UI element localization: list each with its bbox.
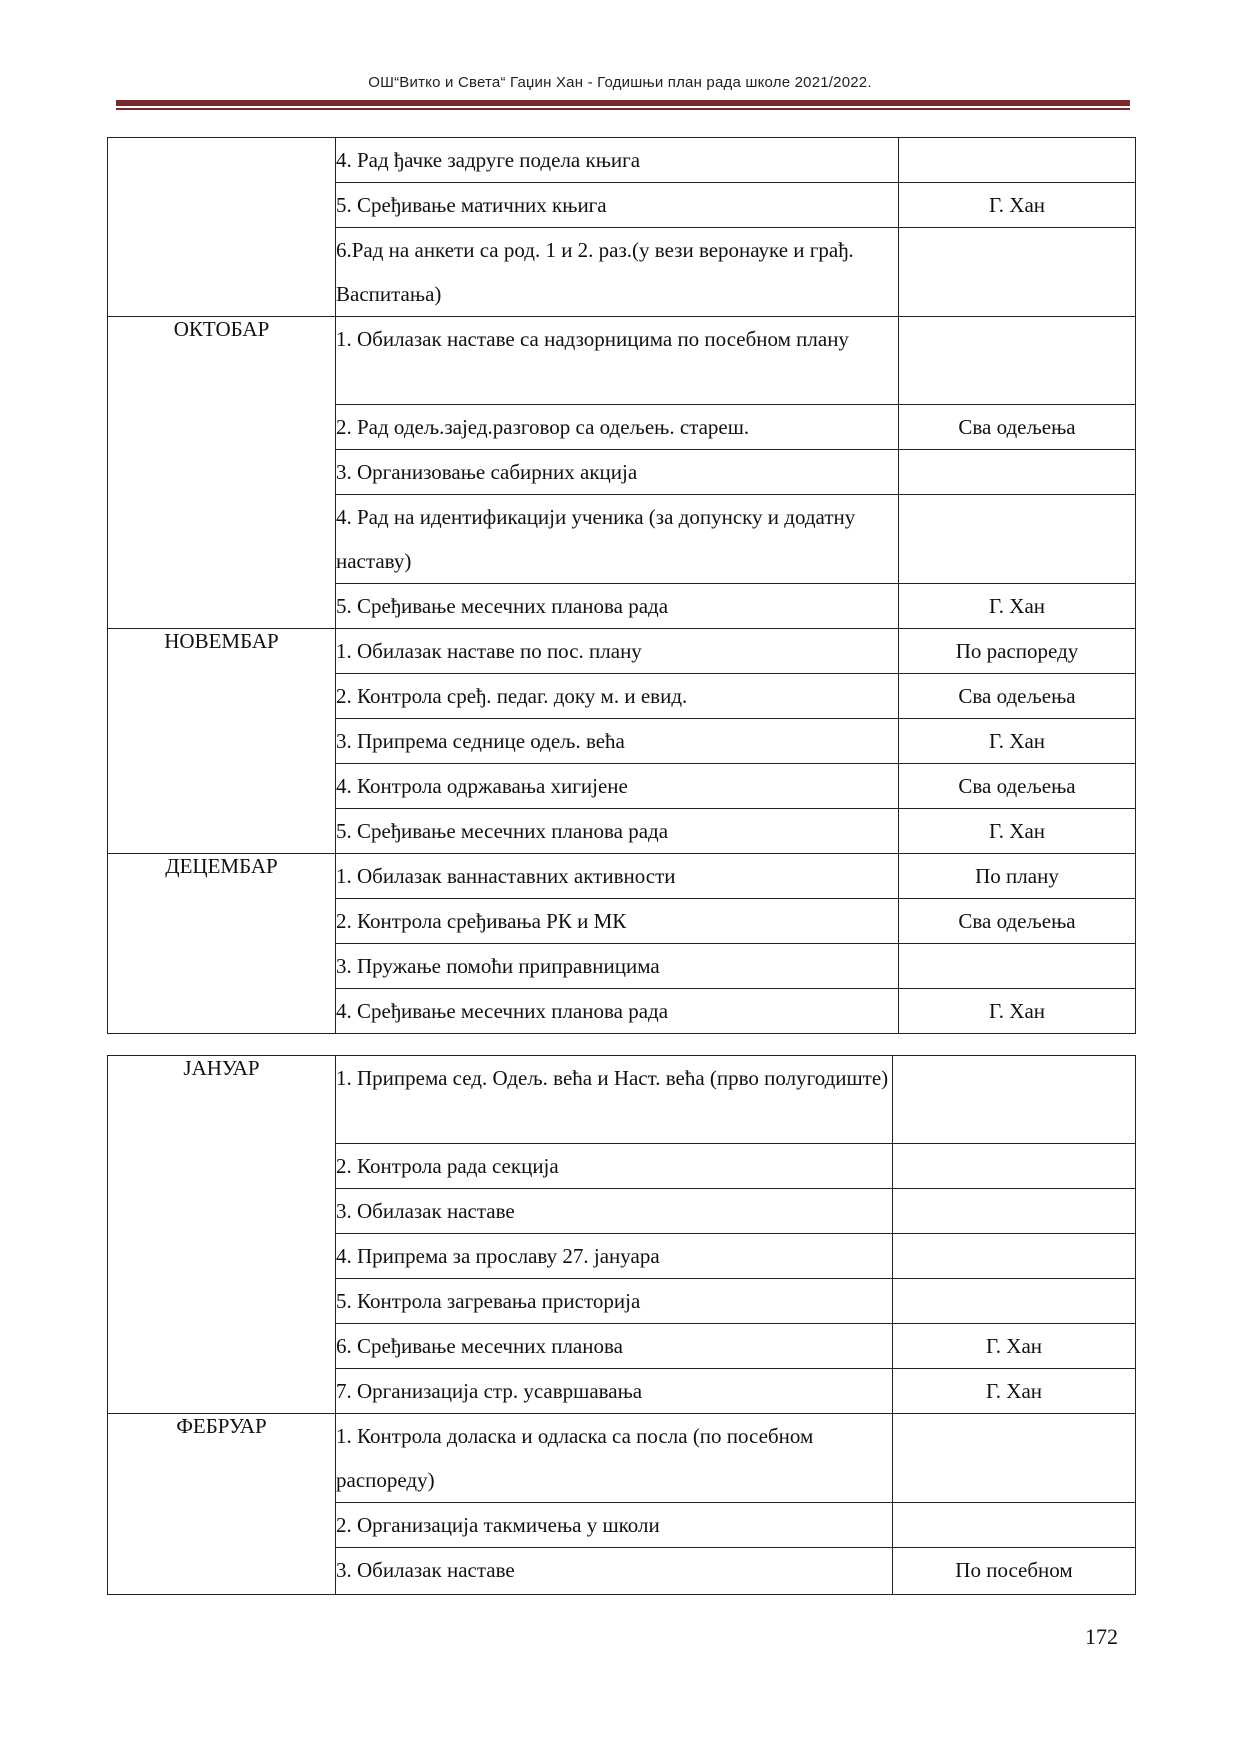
note-cell: Сва одељења [899,899,1136,944]
table-row [108,629,1136,674]
month-cell: ФЕБРУАР [108,1414,336,1595]
task-cell: 4. Контрола одржавања хигијене [336,764,899,809]
note-cell: Сва одељења [899,674,1136,719]
task-cell: 2. Контрола сређ. педаг. доку м. и евид. [336,674,899,719]
month-cell: ЈАНУАР [108,1056,336,1414]
plan-table-2 [107,1055,1136,1595]
note-cell: По распореду [899,629,1136,674]
note-cell: Г. Хан [893,1369,1136,1414]
task-cell: 3. Обилазак наставе [336,1189,893,1234]
task-cell: 2. Организација такмичења у школи [336,1503,893,1548]
note-cell [899,317,1136,405]
task-cell: 1. Обилазак наставе по пос. плану [336,629,899,674]
note-cell [893,1189,1136,1234]
task-cell: 2. Контрола сређивања РК и МК [336,899,899,944]
plan-table-1 [107,137,1136,1034]
month-cell: ОКТОБАР [108,317,336,629]
table-row [108,138,1136,183]
task-cell: 2. Контрола рада секција [336,1144,893,1189]
running-header: ОШ“Витко и Света“ Гаџин Хан - Годишњи план рада школе 2021/2022. [368,74,872,91]
note-cell [899,450,1136,495]
header-rule-thin [116,108,1130,110]
note-cell: Г. Хан [899,183,1136,228]
task-cell: 1. Контрола доласка и одласка са посла (по посебном распореду) [336,1414,893,1503]
task-cell: 4. Рад на идентификацији ученика (за допунску и додатну наставу) [336,495,899,584]
task-cell: 1. Обилазак наставе са надзорницима по посебном плану [336,317,899,405]
note-cell: Г. Хан [893,1324,1136,1369]
month-cell: ДЕЦЕМБАР [108,854,336,1034]
note-cell: Г. Хан [899,989,1136,1034]
task-cell: 4. Припрема за прославу 27. јануара [336,1234,893,1279]
note-cell: Г. Хан [899,809,1136,854]
task-cell: 2. Рад одељ.заjед.разговор са одељењ. стареш. [336,405,899,450]
note-cell: Г. Хан [899,584,1136,629]
note-cell [893,1144,1136,1189]
task-cell: 6. Сређивање месечних планова [336,1324,893,1369]
task-cell: 1. Припрема сед. Одељ. већа и Наст. већа (прво полугодиште) [336,1056,893,1144]
task-cell: 1. Обилазак ваннаставних активности [336,854,899,899]
month-cell [108,138,336,317]
table-row [108,1056,1136,1144]
note-cell [899,228,1136,317]
task-cell: 5. Контрола загревања присторија [336,1279,893,1324]
note-cell: Сва одељења [899,405,1136,450]
task-cell: 4. Сређивање месечних планова рада [336,989,899,1034]
task-cell: 6.Рад на анкети са род. 1 и 2. раз.(у вези веронауке и грађ. Васпитања) [336,228,899,317]
note-cell [893,1279,1136,1324]
note-cell [893,1414,1136,1503]
note-cell: По плану [899,854,1136,899]
note-cell [893,1056,1136,1144]
month-cell: НОВЕМБАР [108,629,336,854]
note-cell: Г. Хан [899,719,1136,764]
note-cell: По посебном [893,1548,1136,1595]
note-cell [893,1234,1136,1279]
task-cell: 5. Сређивање матичних књига [336,183,899,228]
page-number: 172 [1085,1624,1118,1649]
task-cell: 5. Сређивање месечних планова рада [336,809,899,854]
table-row [108,317,1136,405]
table-row [108,1414,1136,1503]
note-cell: Сва одељења [899,764,1136,809]
task-cell: 3. Припрема седнице одељ. већа [336,719,899,764]
task-cell: 4. Рад ђачке задруге подела књига [336,138,899,183]
header-rule-thick [116,100,1130,106]
task-cell: 5. Сређивање месечних планова рада [336,584,899,629]
note-cell [899,138,1136,183]
table-row [108,854,1136,899]
task-cell: 3. Пружање помоћи приправницима [336,944,899,989]
task-cell: 7. Организација стр. усавршавања [336,1369,893,1414]
task-cell: 3. Обилазак наставе [336,1548,893,1595]
note-cell [893,1503,1136,1548]
task-cell: 3. Организовање сабирних акција [336,450,899,495]
note-cell [899,495,1136,584]
note-cell [899,944,1136,989]
